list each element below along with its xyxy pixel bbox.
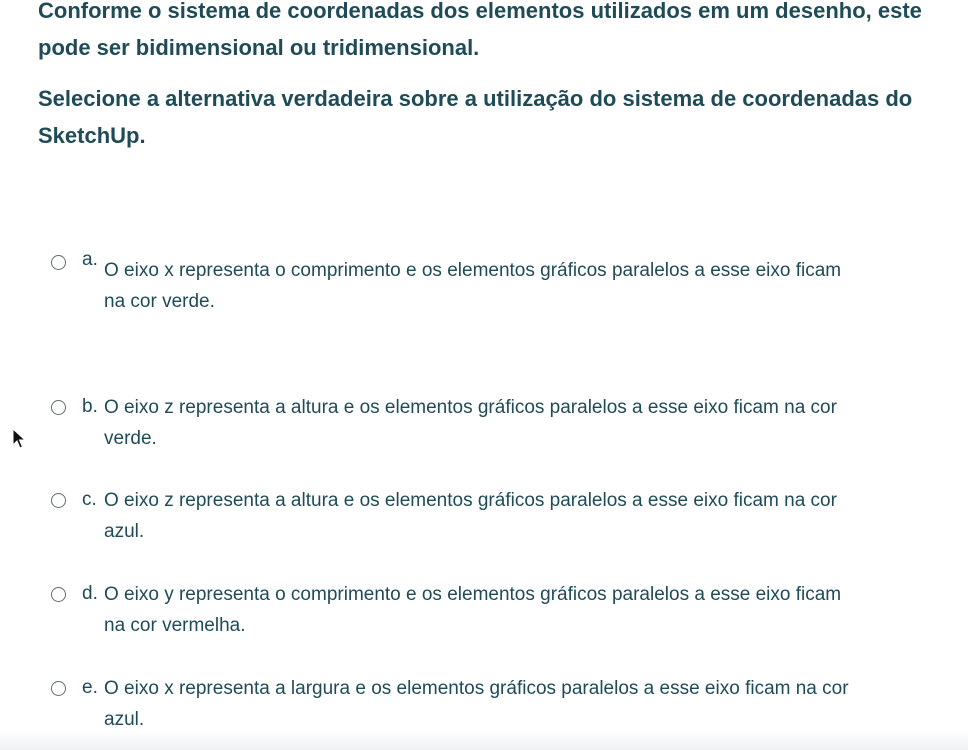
option-letter-c: c. [82, 489, 97, 510]
question-paragraph-context: Conforme o sistema de coordenadas dos elementos utilizados em um desenho, este pode ser bidimensional ou tridimensional. [38, 0, 922, 60]
answer-option-e[interactable] [0, 673, 968, 737]
answer-option-b[interactable] [0, 392, 968, 456]
option-text-e [104, 673, 954, 735]
option-text-b-line1: O eixo z representa a altura e os elementos gráficos paralelos a esse eixo ficam na cor [104, 397, 837, 418]
radio-option-a[interactable] [51, 255, 66, 270]
option-text-a-line2: na cor verde. [104, 291, 215, 312]
option-text-d-line1: O eixo y representa o comprimento e os elementos gráficos paralelos a esse eixo ficam [104, 584, 842, 605]
option-letter-a: a. [82, 249, 98, 270]
option-text-d [104, 579, 954, 641]
option-text-d-line2: na cor vermelha. [104, 615, 246, 636]
option-text-c [104, 485, 954, 547]
option-text-a-line1: O eixo x representa o comprimento e os elementos gráficos paralelos a esse eixo ficam [104, 260, 842, 281]
answer-option-a[interactable] [0, 249, 968, 323]
option-text-c-line2: azul. [104, 521, 145, 542]
option-letter-e: e. [82, 677, 98, 698]
question-text [38, 0, 938, 154]
radio-option-e[interactable] [51, 681, 66, 696]
option-letter-b: b. [82, 396, 98, 417]
option-text-a [104, 255, 954, 317]
option-text-c-line1: O eixo z representa a altura e os elementos gráficos paralelos a esse eixo ficam na cor [104, 490, 837, 511]
answer-option-d[interactable] [0, 579, 968, 643]
option-text-e-line1: O eixo x representa a largura e os elementos gráficos paralelos a esse eixo ficam na cor [104, 678, 849, 699]
arrow-cursor-icon [12, 428, 26, 450]
option-text-b-line2: verde. [104, 428, 157, 449]
radio-option-d[interactable] [51, 587, 66, 602]
option-text-b [104, 392, 954, 454]
radio-option-c[interactable] [51, 493, 66, 508]
option-letter-d: d. [82, 583, 98, 604]
question-paragraph-prompt: Selecione a alternativa verdadeira sobre a utilização do sistema de coordenadas do SketchUp. [38, 86, 913, 148]
radio-option-b[interactable] [51, 400, 66, 415]
option-text-e-line2: azul. [104, 709, 145, 730]
bottom-divider [0, 732, 968, 750]
answer-option-c[interactable] [0, 485, 968, 549]
